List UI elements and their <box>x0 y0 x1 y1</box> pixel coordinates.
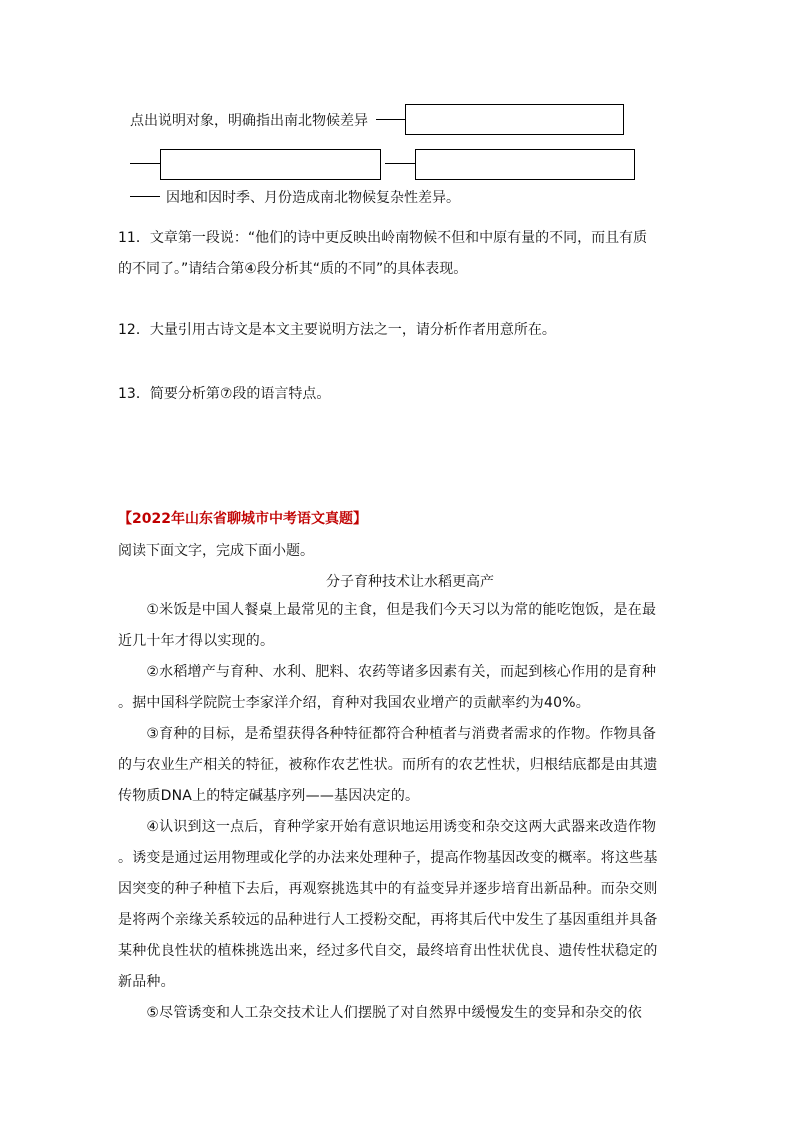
paragraph-3 <box>118 719 678 812</box>
paragraph-line: 。据中国科学院院士李家洋介绍，育种对我国农业增产的贡献率约为40%。 <box>118 695 590 711</box>
paragraph-line: 。诱变是通过运用物理或化学的办法来处理种子，提高作物基因改变的概率。将这些基 <box>118 850 658 866</box>
paragraph-line: 是将两个亲缘关系较远的品种进行人工授粉交配，再将其后代中发生了基因重组并具备 <box>118 912 658 928</box>
answer-box-1[interactable] <box>405 104 624 135</box>
diagram-row3-text: 因地和因时季、月份造成南北物候复杂性差异。 <box>166 190 460 206</box>
connector-line-1 <box>376 119 406 120</box>
paragraph-4 <box>118 812 678 998</box>
article-body <box>118 595 678 1029</box>
paragraph-line: 传物质DNA上的特定碱基序列——基因决定的。 <box>118 788 420 804</box>
paragraph-line: ②水稻增产与育种、水利、肥料、农药等诸多因素有关，而起到核心作用的是育种 <box>118 664 657 680</box>
paragraph-line: 的与农业生产相关的特征，被称作农艺性状。而所有的农艺性状，归根结底都是由其遗 <box>118 757 658 773</box>
paragraph-line: 新品种。 <box>118 974 175 990</box>
paragraph-line: 某种优良性状的植株挑选出来，经过多代自交，最终培育出性状优良、遗传性状稳定的 <box>118 943 658 959</box>
connector-line-2 <box>130 163 160 164</box>
section-heading: 【2022年山东省聊城市中考语文真题】 <box>118 511 367 527</box>
section-instruction: 阅读下面文字，完成下面小题。 <box>118 543 314 559</box>
answer-box-2[interactable] <box>160 149 381 180</box>
paragraph-line: ⑤尽管诱变和人工杂交技术让人们摆脱了对自然界中缓慢发生的变异和杂交的依 <box>118 1005 642 1021</box>
paragraph-5 <box>118 998 678 1029</box>
paragraph-line: ①米饭是中国人餐桌上最常见的主食，但是我们今天习以为常的能吃饱饭，是在最 <box>118 602 657 618</box>
question-12: 12．大量引用古诗文是本文主要说明方法之一，请分析作者用意所在。 <box>118 322 556 338</box>
question-13: 13．简要分析第⑦段的语言特点。 <box>118 386 331 402</box>
paragraph-line: ③育种的目标，是希望获得各种特征都符合种植者与消费者需求的作物。作物具备 <box>118 726 657 742</box>
article-title: 分子育种技术让水稻更高产 <box>326 574 494 590</box>
paragraph-line: 因突变的种子种植下去后，再观察挑选其中的有益变异并逐步培育出新品种。而杂交则 <box>118 881 658 897</box>
diagram-row1-text: 点出说明对象，明确指出南北物候差异 <box>130 113 368 129</box>
paragraph-line: 近几十年才得以实现的。 <box>118 633 275 649</box>
paragraph-2 <box>118 657 678 719</box>
question-11-line2: 的不同了。”请结合第④段分析其“质的不同”的具体表现。 <box>118 261 468 277</box>
connector-line-4 <box>130 196 160 197</box>
paragraph-line: ④认识到这一点后，育种学家开始有意识地运用诱变和杂交这两大武器来改造作物 <box>118 819 657 835</box>
paragraph-1 <box>118 595 678 657</box>
answer-box-3[interactable] <box>415 149 635 180</box>
question-11-line1: 11．文章第一段说：“他们的诗中更反映出岭南物候不但和中原有量的不同，而且有质 <box>118 230 648 246</box>
connector-line-3 <box>385 163 415 164</box>
